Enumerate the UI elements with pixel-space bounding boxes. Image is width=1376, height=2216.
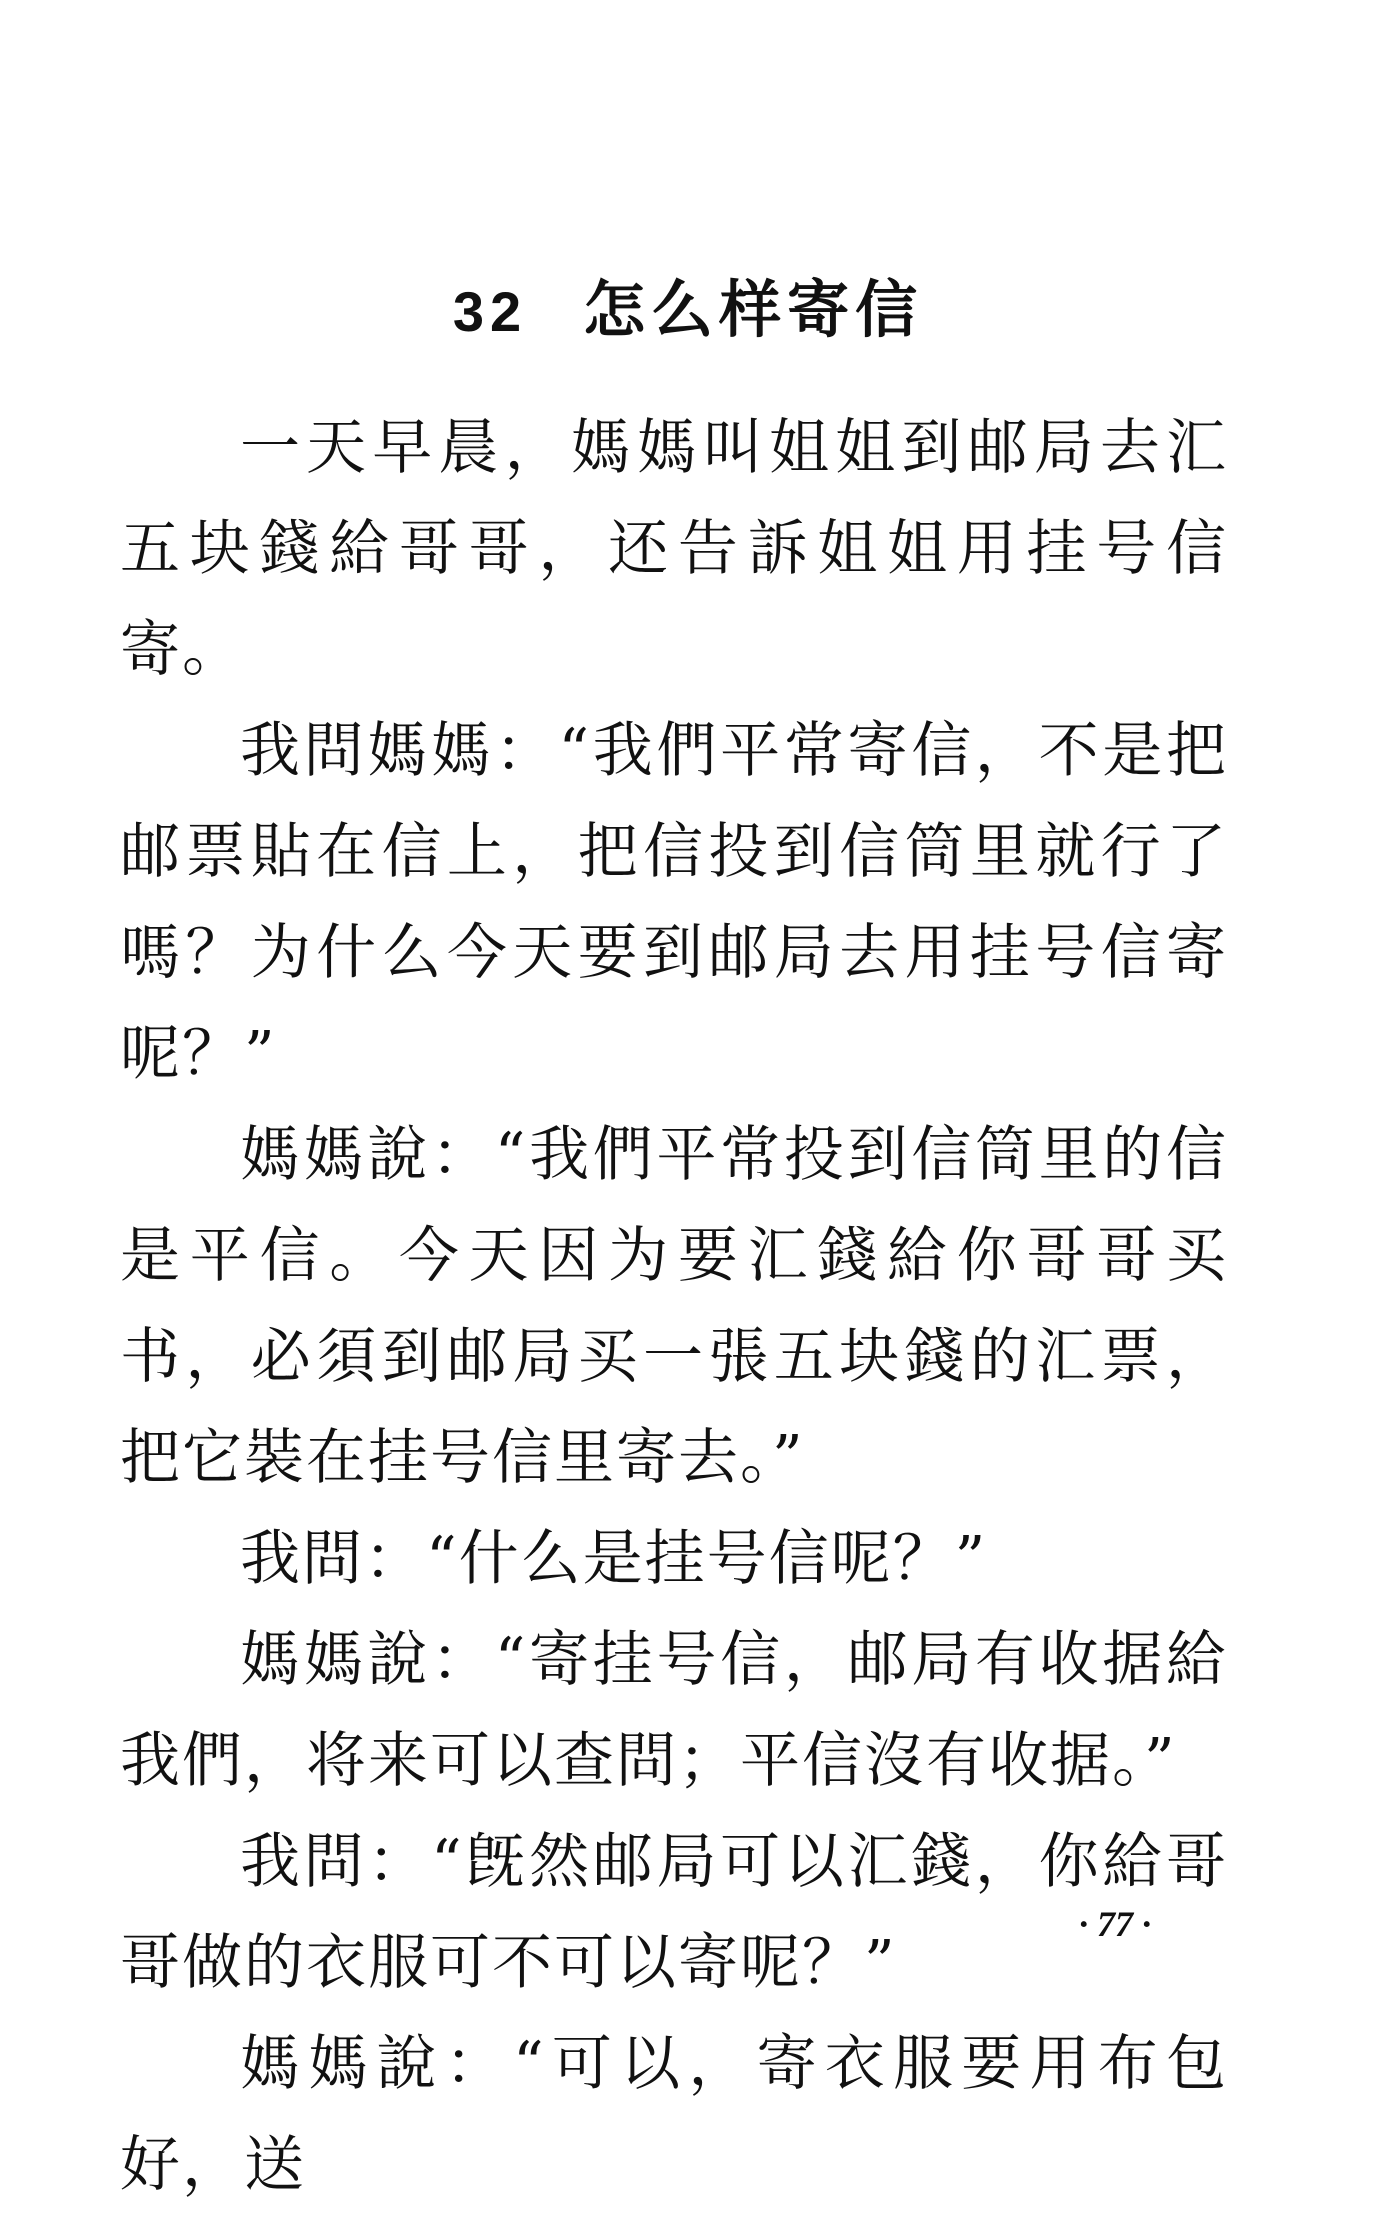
paragraph: 媽媽說：“可以，寄衣服要用布包好，送 — [120, 2029, 1228, 2200]
paragraph: 媽媽說：“我們平常投到信筒里的信是平信。今天因为要汇錢給你哥哥买书，必須到邮局买一張五块錢的汇票，把它裝在挂号信里寄去。” — [120, 1120, 1228, 1493]
paragraph: 我問：“旣然邮局可以汇錢，你給哥哥做的衣服可不可以寄呢？” — [120, 1827, 1228, 1998]
paragraph: 媽媽說：“寄挂号信，邮局有收据給我們，将来可以查問；平信沒有收据。” — [120, 1625, 1228, 1796]
chapter-number: 32 — [452, 279, 528, 343]
paragraph: 一天早晨，媽媽叫姐姐到邮局去汇五块錢給哥哥，还告訴姐姐用挂号信寄。 — [120, 413, 1228, 685]
chapter-title: 怎么样寄信 — [583, 272, 924, 346]
chapter-heading — [0, 270, 1376, 352]
paragraph: 我問媽媽：“我們平常寄信，不是把邮票貼在信上，把信投到信筒里就行了嗎？为什么今天要到邮局去用挂号信寄呢？” — [120, 716, 1228, 1089]
page-number: · 77 · — [1079, 1904, 1151, 1944]
paragraph: 我問：“什么是挂号信呢？” — [240, 1524, 988, 1594]
